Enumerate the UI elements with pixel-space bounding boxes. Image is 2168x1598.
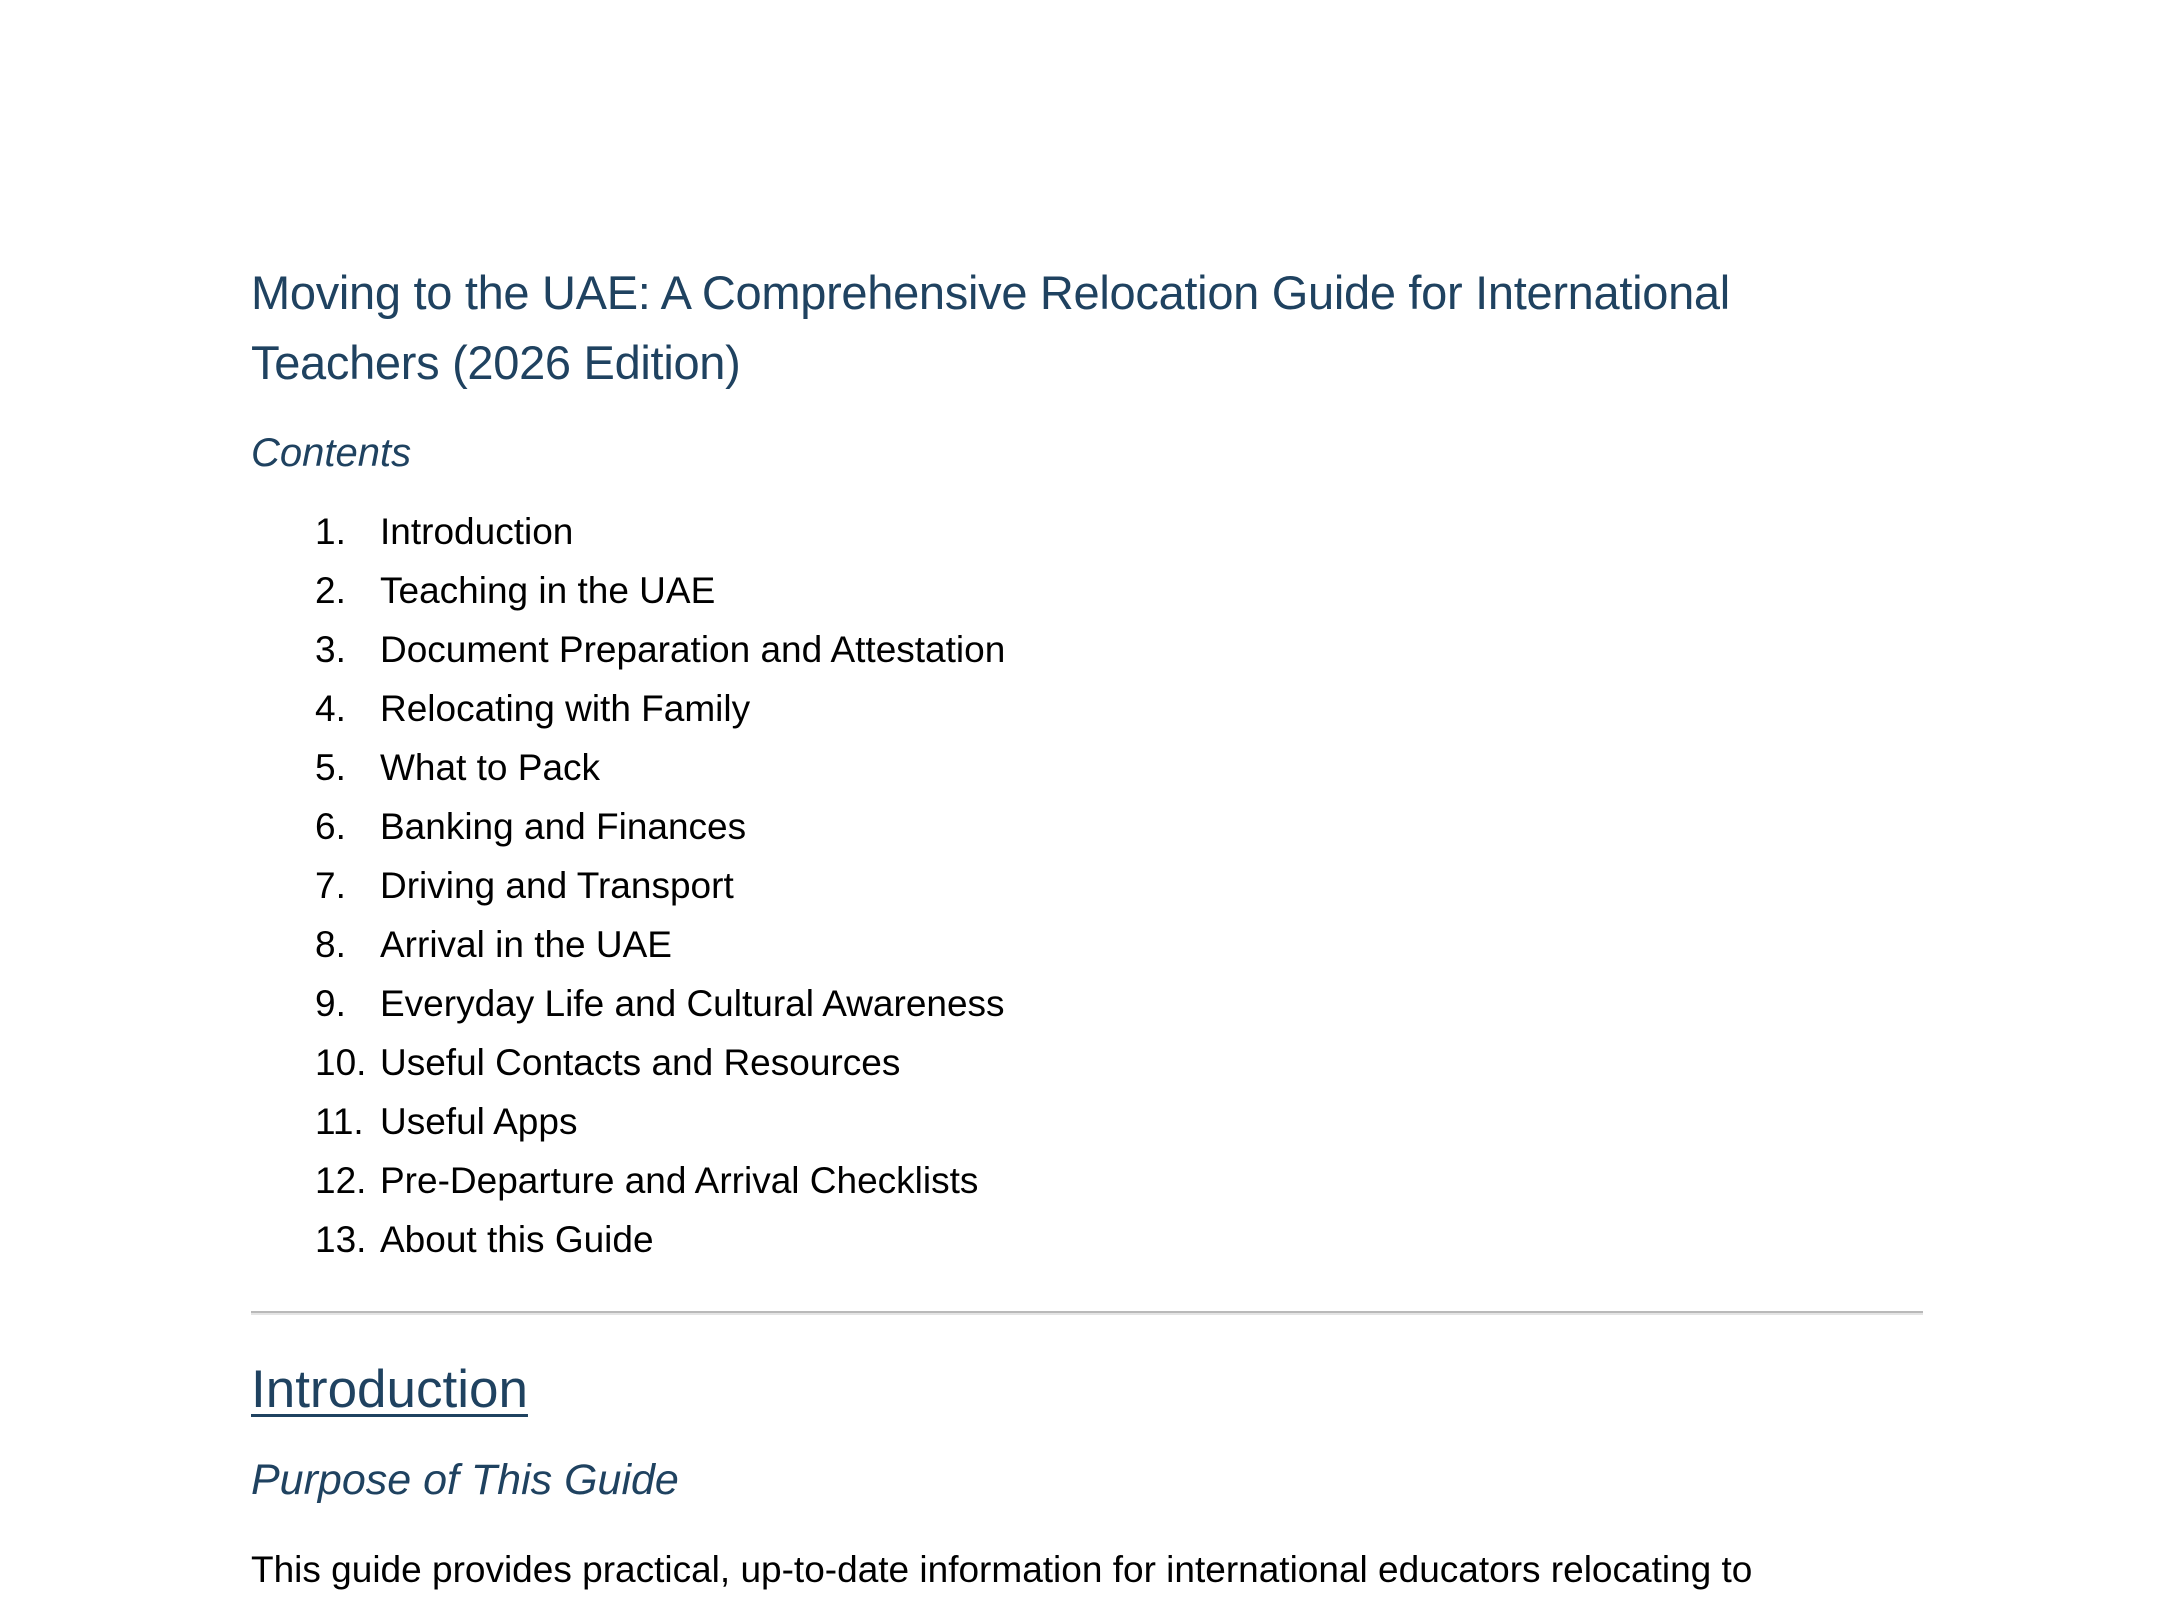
toc-number: 1.: [315, 511, 346, 552]
toc-item-banking[interactable]: [315, 797, 1005, 856]
toc-item-packing[interactable]: [315, 738, 1005, 797]
toc-item-contacts[interactable]: [315, 1033, 1005, 1092]
toc-number: 8.: [315, 924, 346, 965]
toc-number: 6.: [315, 806, 346, 847]
toc-link[interactable]: Introduction: [380, 511, 574, 552]
body-paragraph: This guide provides practical, up-to-date information for international educators relocating to: [251, 1549, 1753, 1590]
toc-link[interactable]: Useful Contacts and Resources: [380, 1042, 901, 1083]
document-title: Moving to the UAE: A Comprehensive Relocation Guide for International Teachers (2026 Edition): [251, 266, 1730, 389]
toc-number: 10.: [315, 1042, 367, 1083]
toc-link[interactable]: About this Guide: [380, 1219, 654, 1260]
section-heading-introduction: Introduction: [251, 1360, 528, 1419]
subsection-heading-purpose: Purpose of This Guide: [251, 1456, 679, 1504]
toc-item-driving[interactable]: [315, 856, 1005, 915]
toc-link[interactable]: Relocating with Family: [380, 688, 751, 729]
contents-heading: Contents: [251, 431, 412, 475]
toc-item-family[interactable]: [315, 679, 1005, 738]
table-of-contents: [315, 502, 1005, 1269]
toc-link[interactable]: Banking and Finances: [380, 806, 747, 847]
toc-number: 2.: [315, 570, 346, 611]
toc-link[interactable]: Teaching in the UAE: [380, 570, 716, 611]
horizontal-rule: [251, 1311, 1923, 1315]
toc-item-about[interactable]: [315, 1210, 1005, 1269]
toc-item-teaching[interactable]: [315, 561, 1005, 620]
toc-number: 11.: [315, 1101, 364, 1142]
toc-item-everyday-life[interactable]: [315, 974, 1005, 1033]
toc-item-introduction[interactable]: [315, 502, 1005, 561]
toc-number: 4.: [315, 688, 346, 729]
toc-item-checklists[interactable]: [315, 1151, 1005, 1210]
toc-link[interactable]: Pre-Departure and Arrival Checklists: [380, 1160, 979, 1201]
toc-item-documents[interactable]: [315, 620, 1005, 679]
toc-link[interactable]: Driving and Transport: [380, 865, 734, 906]
toc-link[interactable]: Document Preparation and Attestation: [380, 629, 1006, 670]
toc-number: 5.: [315, 747, 346, 788]
toc-number: 7.: [315, 865, 346, 906]
toc-number: 12.: [315, 1160, 367, 1201]
toc-link[interactable]: Useful Apps: [380, 1101, 578, 1142]
toc-link[interactable]: What to Pack: [380, 747, 601, 788]
toc-number: 3.: [315, 629, 346, 670]
toc-item-arrival[interactable]: [315, 915, 1005, 974]
toc-link[interactable]: Arrival in the UAE: [380, 924, 672, 965]
toc-link[interactable]: Everyday Life and Cultural Awareness: [380, 983, 1005, 1024]
toc-number: 9.: [315, 983, 346, 1024]
toc-item-apps[interactable]: [315, 1092, 1005, 1151]
toc-number: 13.: [315, 1219, 367, 1260]
